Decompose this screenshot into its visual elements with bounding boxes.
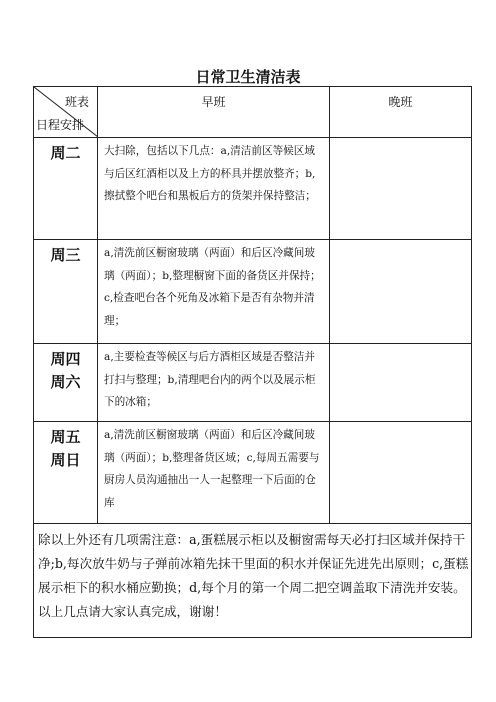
- header-corner-cell: [34, 87, 98, 138]
- day-label: 周六: [50, 373, 81, 391]
- day-label: 周二: [50, 144, 81, 162]
- morning-task-cell: 大扫除，包括以下几点：a,清洁前区等候区域与后区红酒柜以及上方的杯具并摆放整齐；b,擦拭整个吧台和黑板后方的货架并保持整洁；: [98, 138, 330, 240]
- day-cell: [34, 240, 98, 344]
- table-row: [34, 344, 472, 422]
- corner-label-schedule: 日程安排: [36, 118, 85, 132]
- header-morning-shift: 早班: [98, 87, 330, 138]
- day-label: 周五: [50, 428, 81, 446]
- note-text: 除以上外还有几项需注意：a,蛋糕展示柜以及橱窗需每天必打扫区域并保持干净;b,每次放牛奶与子弹前冰箱先抹干里面的积水并保证先进先出原则；c,蛋糕展示柜下的积水桶应勤换；d,每个月的第一个周二把空调盖取下清洗并安装。以上几点请大家认真完成，谢谢！: [34, 524, 472, 638]
- evening-task-cell: [330, 422, 472, 524]
- table-row: [34, 138, 472, 240]
- table-row: [34, 240, 472, 344]
- evening-task-cell: [330, 240, 472, 344]
- morning-task-cell: a,清洗前区橱窗玻璃（两面）和后区冷藏间玻璃（两面）；b,整理备货区域；c,每周五需要与厨房人员沟通抽出一人一起整理一下后面的仓库: [98, 422, 330, 524]
- morning-task-cell: a,主要检查等候区与后方酒柜区域是否整洁并打扫与整理；b,清理吧台内的两个以及展示柜下的冰箱；: [98, 344, 330, 422]
- header-evening-shift: 晚班: [330, 87, 472, 138]
- day-label: 周四: [50, 350, 81, 368]
- page-title: 日常卫生清洁表: [195, 68, 301, 86]
- evening-task-cell: [330, 344, 472, 422]
- day-label: 周三: [50, 246, 81, 264]
- day-cell: [34, 138, 98, 240]
- day-label: 周日: [50, 451, 81, 469]
- evening-task-cell: [330, 138, 472, 240]
- cleaning-schedule-table: [33, 86, 472, 638]
- morning-task-cell: a,清洗前区橱窗玻璃（两面）和后区冷藏间玻璃（两面）；b,整理橱窗下面的备货区并保持；c,检查吧台各个死角及冰箱下是否有杂物并清理；: [98, 240, 330, 344]
- header-row: [34, 87, 472, 138]
- corner-label-shift: 班表: [64, 95, 89, 109]
- table-row: [34, 422, 472, 524]
- note-row: [34, 524, 472, 638]
- day-cell: [34, 422, 98, 524]
- day-cell: [34, 344, 98, 422]
